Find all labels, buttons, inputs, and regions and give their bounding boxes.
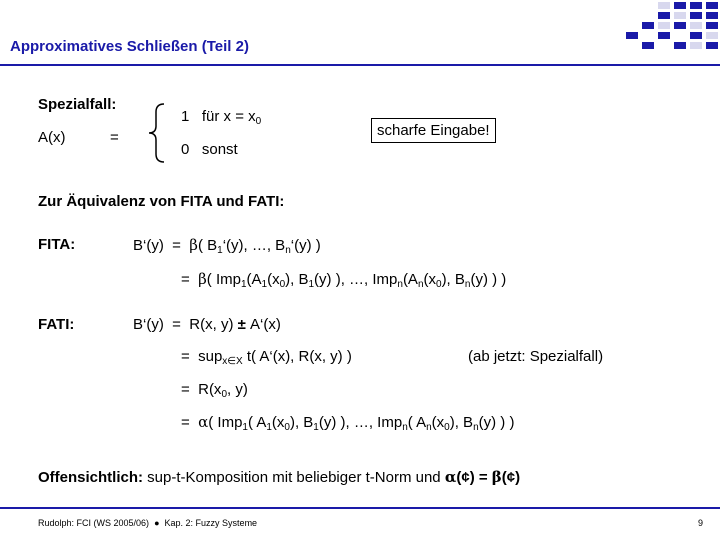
header-rule xyxy=(0,64,720,66)
case2: 0 sonst xyxy=(181,141,238,158)
fita-line-1: B‘(y) = β( $B_1‘(y)$, …, $B_n‘(y)$ ) xyxy=(133,236,321,256)
fati-line-4: = α( Imp$_1$( $A_1(x_0)$, $B_1(y)$ ), …, Imp$_n$( $A_n(x_0)$, $B_n(y)$ ) ) xyxy=(181,413,515,433)
case1: 1 für $x = x_0$ xyxy=(181,108,262,127)
fita-label: FITA: xyxy=(38,236,76,253)
footer-info: Rudolph: FCI (WS 2005/06) ● Kap. 2: Fuzzy Systeme xyxy=(38,518,258,528)
special-case-note: (ab jetzt: Spezialfall) xyxy=(468,348,604,365)
page-number: 9 xyxy=(698,518,704,528)
fati-line-3: = $R(x_0$, y) xyxy=(181,381,248,400)
fita-line-2: = β( $Imp_1(A_1(x_0)$, $B_1(y)$ ), …, $Imp_n(A_n(x_0)$, $B_n(y)$ ) ) xyxy=(181,270,507,290)
fati-line-1: B‘(y) = R(x, y) ± A‘(x) xyxy=(133,316,281,333)
special-lhs: A(x) xyxy=(38,129,66,146)
equivalence-heading: Zur Äquivalenz von FITA und FATI: xyxy=(38,193,285,210)
page-title: Approximatives Schließen (Teil 2) xyxy=(10,38,249,55)
fati-line-2: = sup$_{x\in X}$ t( A‘(x), R(x, y) ) xyxy=(181,348,352,367)
curly-brace xyxy=(146,102,168,164)
special-case-label: Spezialfall: xyxy=(38,96,117,113)
footer-rule xyxy=(0,507,720,509)
fati-label: FATI: xyxy=(38,316,75,333)
conclusion: Offensichtlich: sup-t-Komposition mit beliebiger t-Norm und α(¢) = β(¢) xyxy=(38,468,521,486)
footer-bullet: ● xyxy=(154,518,160,528)
special-eq: = xyxy=(110,129,119,146)
university-logo xyxy=(618,0,720,62)
crisp-input-note: scharfe Eingabe! xyxy=(371,118,496,143)
